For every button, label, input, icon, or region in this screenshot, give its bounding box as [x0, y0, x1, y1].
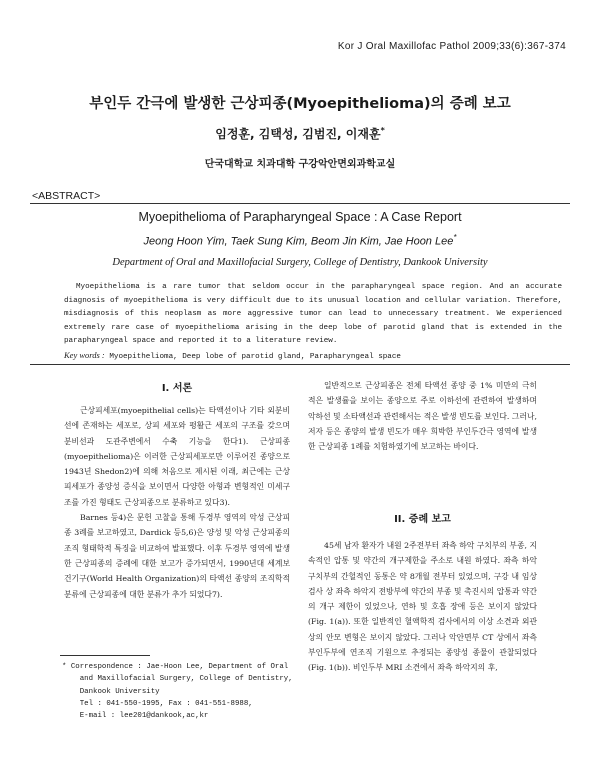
abstract-bottom-rule — [30, 364, 570, 365]
abstract-body-text: Myoepithelioma is a rare tumor that seldom occur in the parapharyngeal space region. And an accurate diagnosis of myoepithelioma is very difficult due to its unusual location and cellular variation. Therefore, misdiagnosis of this neoplasm as more aggressive tumor can lead to unnecessary treatment. We experienced extremely rare case of myoepithelioma arising in the deep lobe of parotid gland that is extended in the parapharyngeal space and reported it to a literature review. — [64, 283, 562, 345]
journal-citation: Kor J Oral Maxillofac Pathol 2009;33(6):367-374 — [337, 41, 566, 52]
authors-korean-names: 임정훈, 김택성, 김범진, 이재훈 — [215, 127, 381, 141]
keywords-text: Myoepithelioma, Deep lobe of parotid gland, Parapharyngeal space — [109, 353, 401, 361]
abstract-top-rule — [30, 203, 570, 204]
introduction-continued — [308, 378, 537, 454]
case-report-body — [308, 538, 537, 676]
footnote-line-2: and Maxillofacial Surgery, College of Dentistry, — [62, 675, 293, 684]
keywords-label: Key words : — [64, 350, 105, 360]
abstract-label: <ABSTRACT> — [32, 190, 101, 202]
authors-korean — [0, 125, 600, 142]
footnote-line-1-text: Correspondence : Jae-Hoon Lee, Department of Oral — [70, 663, 289, 671]
keywords — [64, 350, 564, 361]
authors-english-names: Jeong Hoon Yim, Taek Sung Kim, Beom Jin Kim, Jae Hoon Lee — [143, 235, 454, 248]
introduction-paragraph-3: 일반적으로 근상피종은 전체 타액선 종양 중 1% 미만의 극히 적은 발생률을 보이는 종양으로 주로 이하선에 관련하여 발생하며 악하선 및 소타액선과 관련해서는 적은 발생 빈도를 보인다. 그러나, 저자 등은 종양의 발생 빈도가 매우 희박한 부인두간극 영역에 발생한 근상피종 1례를 치험하였기에 보고하는 바이다. — [308, 381, 537, 452]
corresponding-mark-en: * — [453, 233, 457, 242]
authors-english — [0, 233, 600, 248]
abstract-body — [64, 281, 562, 349]
footnote-line-4: Tel : 041-550-1995, Fax : 041-551-8988, — [62, 699, 253, 708]
section-heading-case-report: II. 증례 보고 — [394, 514, 451, 525]
introduction-paragraph-1: 근상피세포(myoepithelial cells)는 타액선이나 기타 외분비선에 존재하는 세포로, 상피 세포와 평활근 세포의 구조를 갖으며 분비선과 도관주변에서 수축 기능을 한다1). 근상피종(myoepithelioma)은 이러한 근상피세포로만 이루어진 종양으로 1943년 Shedon2)에 의해 처음으로 제시된 이래, 최근에는 근상피세포가 종양성 증식을 보이면서 다양한 아형과 변형적인 미세구조를 가진 형태도 근상피종으로 분류하고 있다3). — [64, 406, 290, 507]
footnote-line-5: E-mail : lee201@dankook,ac,kr — [62, 712, 209, 721]
footnote-rule — [60, 655, 150, 656]
case-report-paragraph-1: 45세 남자 환자가 내원 2주전부터 좌측 하악 구치부의 부종, 지속적인 압통 및 약간의 개구제한을 주소로 내원 하였다. 좌측 하악 구치부의 간헐적인 동통은 약 8개월 전부터 있었으며, 구강 내 임상 검사 상 좌측 하악지 전방부에 약간의 부종 및 촉진시의 압통과 약간의 개구 제한이 있었으나, 연하 및 호흡 장애 등은 보이지 않았다(Fig. 1(a)). 또한 일반적인 혈액학적 검사에서의 이상 소견과 외관 상의 안모 변형은 보이지 않았다. 그러나 악안면부 CT 상에서 좌측 부인두부에 연조직 기원으로 추정되는 종양성 종물이 관찰되었다(Fig. 1(b)). 비인두부 MRI 소견에서 좌측 하악지의 후, — [308, 541, 537, 673]
introduction-body — [64, 403, 290, 602]
affiliation-korean: 단국대학교 치과대학 구강악안면외과학교실 — [204, 159, 396, 170]
introduction-paragraph-2: Barnes 등4)은 문헌 고찰을 통해 두경부 영역의 악성 근상피종 3례를 보고하였고, Dardick 등5,6)은 양성 및 악성 근상피종의 조직 형태학적 특징을 비교하여 발표했다. 이후 두경부 영역에 발생한 근상피종의 증례에 대한 보고가 증가되면서, 1990년대 세계보건기구(World Health Organization)의 타액선 종양의 조직학적 분류에 근상피종에 대한 분류가 추가 되었다7). — [64, 513, 290, 599]
footnote-line-3: Dankook University — [62, 687, 160, 696]
footnote-mark: * — [62, 663, 67, 671]
article-title-korean: 부인두 간극에 발생한 근상피종(Myoepithelioma)의 증례 보고 — [89, 96, 511, 112]
affiliation-english: Department of Oral and Maxillofacial Surgery, College of Dentistry, Dankook University — [112, 257, 488, 268]
footnote-line-1 — [62, 661, 294, 673]
article-title-english: Myoepithelioma of Parapharyngeal Space : A Case Report — [138, 210, 462, 224]
section-heading-introduction: I. 서론 — [161, 383, 193, 394]
correspondence-footnote — [62, 661, 294, 722]
corresponding-mark: * — [380, 126, 385, 135]
